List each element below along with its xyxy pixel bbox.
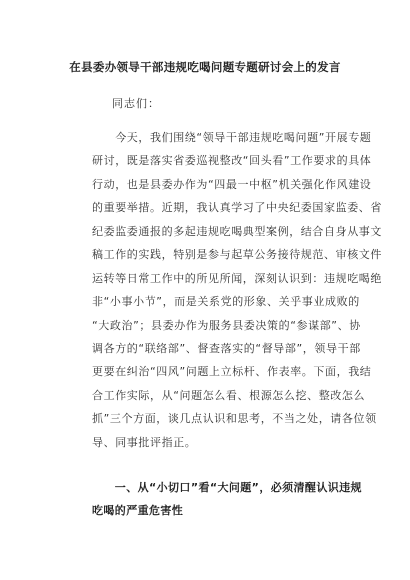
paragraph-line: 调各方的“联络部”、督查落实的“督导部”，领导干部 — [92, 341, 361, 355]
paragraph-line: 研讨，既是落实省委巡视整改“回头看”工作要求的具体 — [92, 154, 372, 168]
section-heading — [92, 476, 362, 522]
paragraph-line: 抓”三个方面，谈几点认识和思考，不当之处，请各位领 — [92, 412, 377, 426]
section-heading-line: 吃喝的严重危害性 — [92, 504, 184, 517]
paragraph-line: 导、同事批评指正。 — [92, 435, 197, 449]
salutation: 同志们： — [112, 97, 160, 110]
document-title: 在县委办领导干部违规吃喝问题专题研讨会上的发言 — [69, 60, 341, 74]
paragraph-line: 纪委监委通报的多起违规吃喝典型案例，结合自身从事文 — [92, 224, 382, 238]
paragraph-line: 今天，我们围绕“领导干部违规吃喝问题”开展专题 — [92, 131, 372, 144]
paragraph-line: 更要在纠治“四风”问题上立标杆、作表率。下面，我结 — [92, 365, 372, 379]
paragraph-line: 运转等日常工作中的所见所闻，深刻认识到：违规吃喝绝 — [92, 271, 382, 285]
paragraph-line: 行动，也是县委办作为“四最一中枢”机关强化作风建设 — [92, 177, 372, 191]
body-paragraph — [92, 126, 382, 454]
paragraph-line: 非“小事小节”，而是关系党的形象、关乎事业成败的 — [92, 295, 360, 309]
paragraph-line: 稿工作的实践，特别是参与起草公务接待规范、审核文件 — [92, 248, 382, 262]
paragraph-line: 合工作实际，从“问题怎么看、根源怎么挖、整改怎么 — [92, 388, 366, 402]
paragraph-line: “大政治”；县委办作为服务县委决策的“参谋部”、协 — [92, 318, 361, 332]
paragraph-line: 的重要举措。近期，我认真学习了中央纪委国家监委、省 — [92, 201, 382, 215]
section-heading-line: 一、从“小切口”看“大问题”，必须清醒认识违规 — [92, 481, 362, 494]
